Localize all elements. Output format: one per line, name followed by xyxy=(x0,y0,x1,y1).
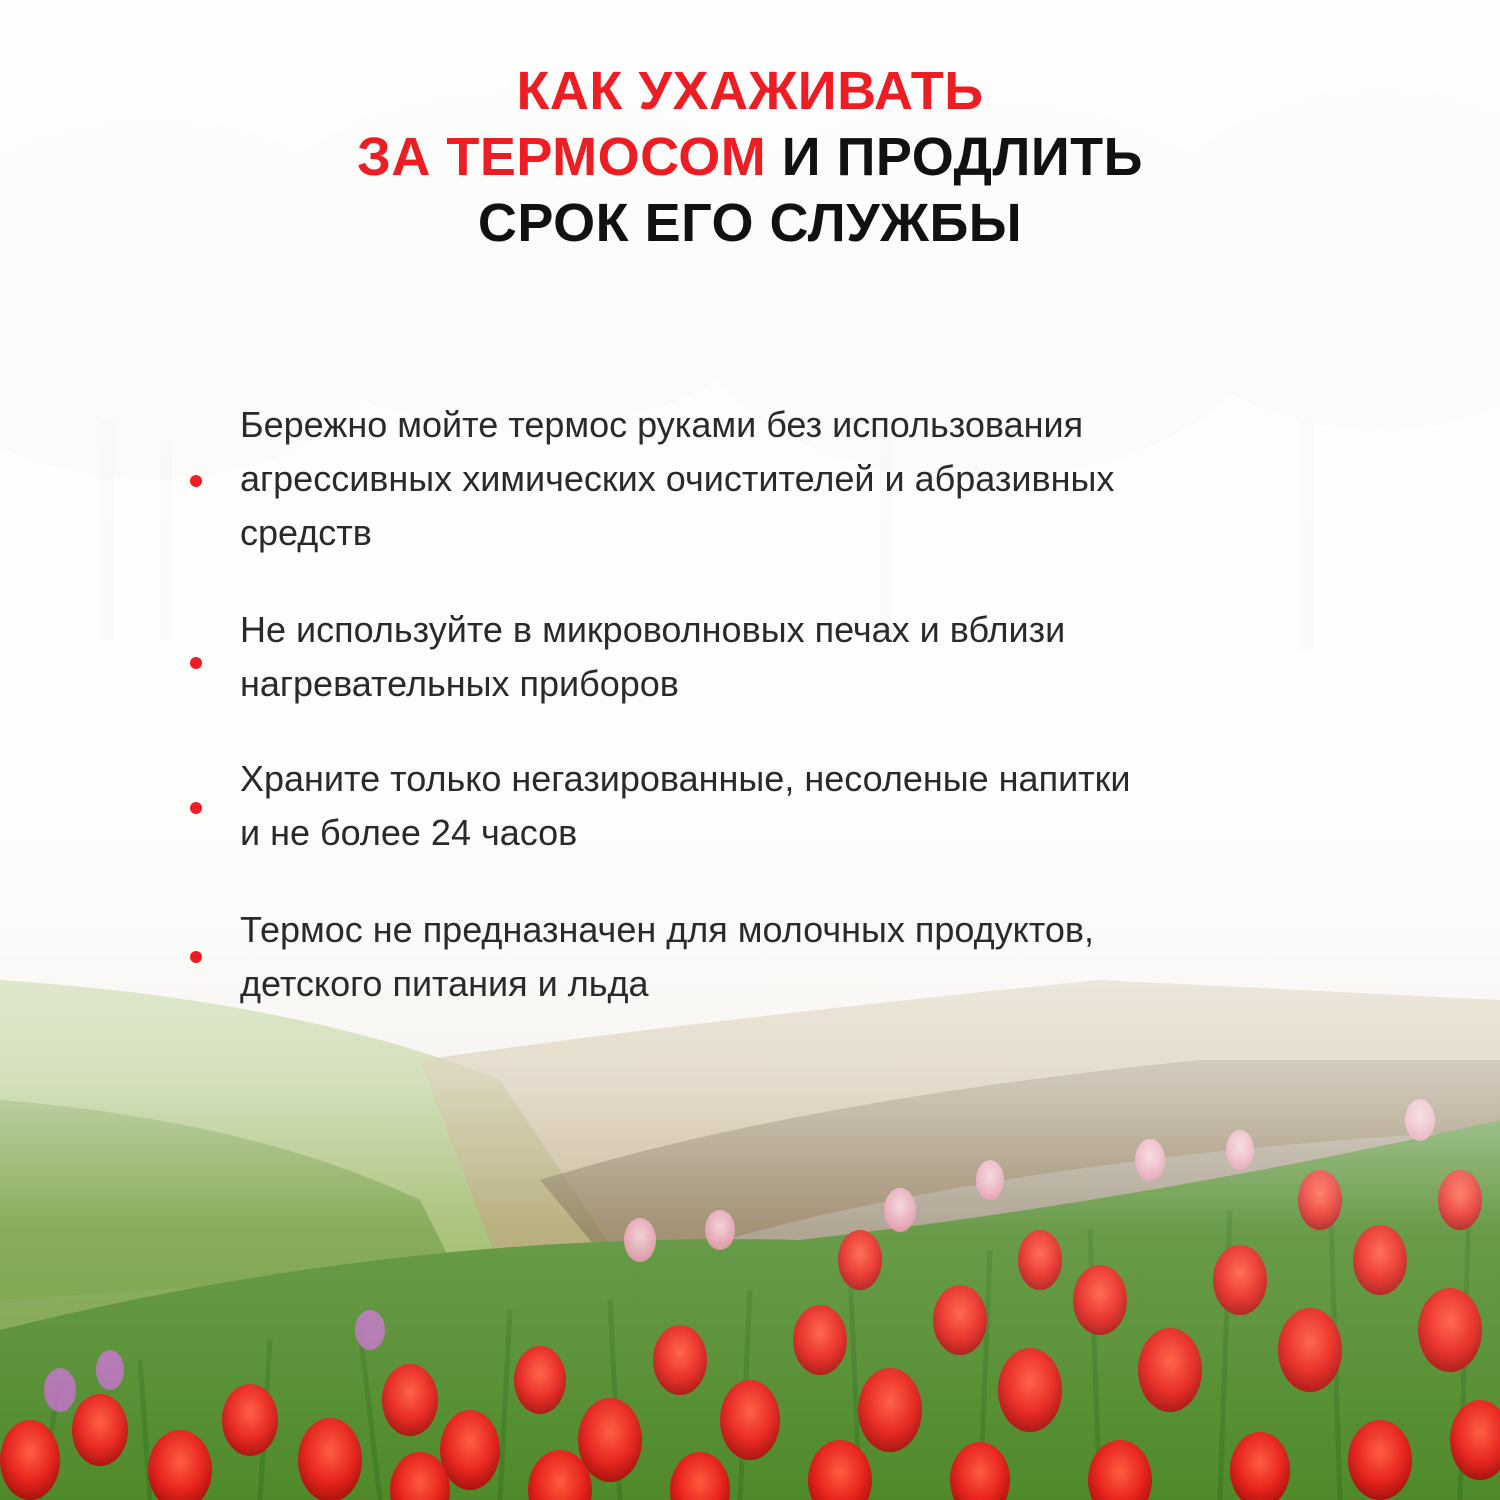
bullet-dot-icon xyxy=(190,802,202,814)
bullet-dot-icon xyxy=(190,657,202,669)
tip-text: Термос не предназначен для молочных продуктов, детского питания и льда xyxy=(240,909,1094,1004)
title-line-2-red: ЗА ТЕРМОСОМ xyxy=(357,127,767,187)
tip-text: Бережно мойте термос руками без использования агрессивных химических очистителей и абразивных средств xyxy=(240,404,1115,553)
title-line-3-black: СРОК ЕГО СЛУЖБЫ xyxy=(477,193,1023,253)
bullet-dot-icon xyxy=(190,475,202,487)
page-title xyxy=(0,58,1500,256)
title-line-2-black: И ПРОДЛИТЬ xyxy=(766,127,1143,187)
title-line-1 xyxy=(0,58,1500,124)
title-line-3 xyxy=(0,190,1500,256)
title-line-2 xyxy=(0,124,1500,190)
tip-text: Не используйте в микроволновых печах и вблизи нагревательных приборов xyxy=(240,609,1066,704)
title-line-1-red: КАК УХАЖИВАТЬ xyxy=(516,61,984,121)
bullet-dot-icon xyxy=(190,951,202,963)
tip-text: Храните только негазированные, несоленые напитки и не более 24 часов xyxy=(240,758,1131,853)
